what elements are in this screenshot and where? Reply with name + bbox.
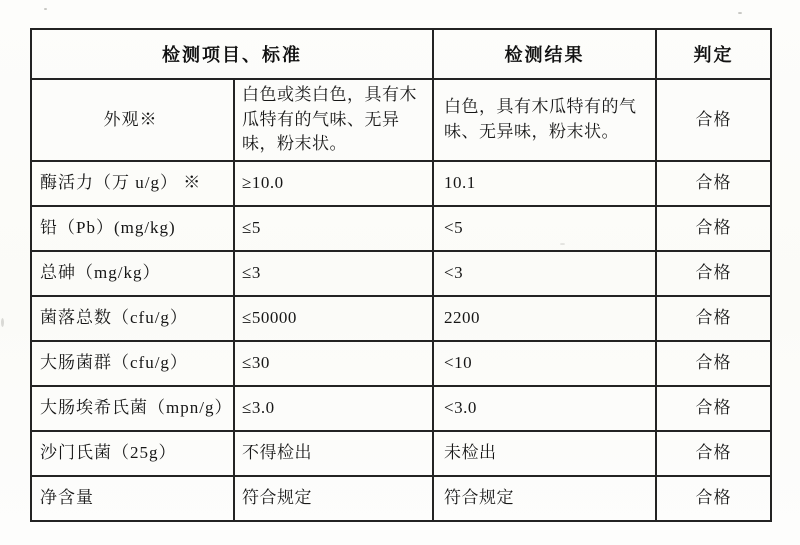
header-item-standard: 检测项目、标准 — [31, 29, 433, 79]
result-cell: 白色，具有木瓜特有的气味、无异味，粉末状。 — [433, 79, 656, 161]
scan-artifact — [1, 318, 4, 327]
table-row — [31, 431, 771, 476]
item-cell: 净含量 — [31, 476, 234, 521]
result-cell: <3.0 — [433, 386, 656, 431]
standard-cell: ≤5 — [234, 206, 433, 251]
standard-cell: 不得检出 — [234, 431, 433, 476]
standard-cell: ≤30 — [234, 341, 433, 386]
result-cell: 符合规定 — [433, 476, 656, 521]
table-row — [31, 161, 771, 206]
item-cell: 总砷（mg/kg） — [31, 251, 234, 296]
judgment-cell: 合格 — [656, 341, 771, 386]
judgment-cell: 合格 — [656, 161, 771, 206]
standard-cell: ≥10.0 — [234, 161, 433, 206]
item-cell: 大肠菌群（cfu/g） — [31, 341, 234, 386]
standard-cell: ≤3.0 — [234, 386, 433, 431]
judgment-cell: 合格 — [656, 79, 771, 161]
item-cell: 外观※ — [31, 79, 234, 161]
item-cell: 菌落总数（cfu/g） — [31, 296, 234, 341]
standard-cell: ≤50000 — [234, 296, 433, 341]
table-body — [31, 79, 771, 521]
table-row — [31, 251, 771, 296]
judgment-cell: 合格 — [656, 251, 771, 296]
item-cell: 酶活力（万 u/g） ※ — [31, 161, 234, 206]
table-row — [31, 206, 771, 251]
scan-artifact — [738, 12, 742, 14]
result-cell: 10.1 — [433, 161, 656, 206]
item-cell: 铅（Pb）(mg/kg) — [31, 206, 234, 251]
table-row — [31, 386, 771, 431]
judgment-cell: 合格 — [656, 476, 771, 521]
item-cell: 沙门氏菌（25g） — [31, 431, 234, 476]
table-row — [31, 79, 771, 161]
result-cell: <5 — [433, 206, 656, 251]
result-cell: 未检出 — [433, 431, 656, 476]
standard-cell: ≤3 — [234, 251, 433, 296]
standard-cell: 白色或类白色，具有木瓜特有的气味、无异味，粉末状。 — [234, 79, 433, 161]
header-judgment: 判定 — [656, 29, 771, 79]
judgment-cell: 合格 — [656, 431, 771, 476]
table-row — [31, 296, 771, 341]
header-result: 检测结果 — [433, 29, 656, 79]
result-cell: 2200 — [433, 296, 656, 341]
item-cell: 大肠埃希氏菌（mpn/g） — [31, 386, 234, 431]
table-header-row — [31, 29, 771, 79]
judgment-cell: 合格 — [656, 296, 771, 341]
table-row — [31, 476, 771, 521]
scan-artifact — [44, 8, 47, 10]
table-row — [31, 341, 771, 386]
inspection-results-table — [30, 28, 772, 522]
result-cell: <10 — [433, 341, 656, 386]
result-cell: <3 — [433, 251, 656, 296]
judgment-cell: 合格 — [656, 386, 771, 431]
judgment-cell: 合格 — [656, 206, 771, 251]
standard-cell: 符合规定 — [234, 476, 433, 521]
